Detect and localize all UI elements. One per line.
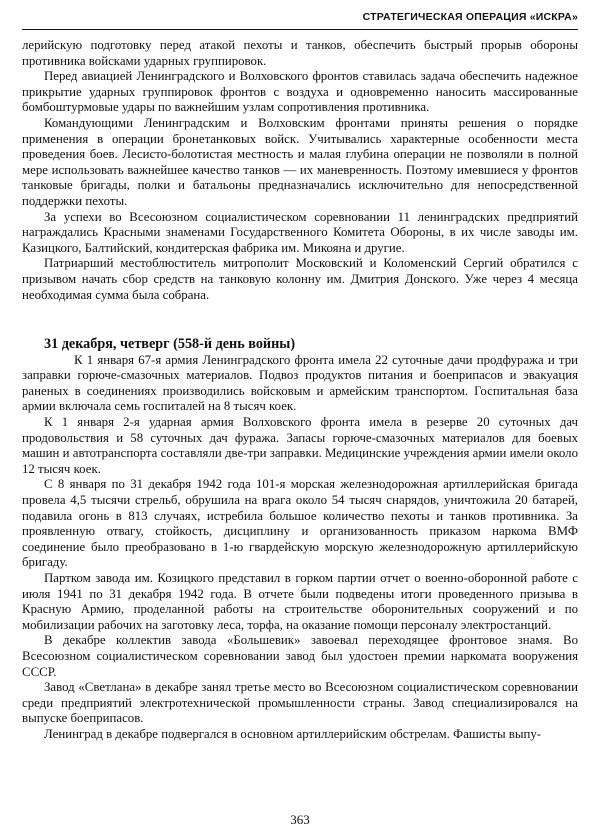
section-spacer [22,303,578,337]
page-body [22,38,578,743]
paragraph: Патриарший местоблюститель митрополит Московский и Коломенский Сергий обратился с призывом начать сбор средств на танковую колонну им. Дмитрия Донского. Уже через 4 месяца необходимая сумма была собрана. [22,256,578,302]
paragraph: Командующими Ленинградским и Волховским фронтами приняты решения о порядке применения в операции бронетанковых войск. Учитывались характерные особенности места проведения боев. Лесисто-болотистая местность и малая глубина операции не позволяли в полной мере использовать важнейшее качество танков — их маневренность. Поэтому имевшиеся у фронтов танковые бригады, полки и батальоны предназначались исключительно для непосредственной поддержки пехоты. [22,115,578,208]
paragraph: С 8 января по 31 декабря 1942 года 101-я морская железнодорожная артиллерийская бригада провела 4,5 тысячи стрельб, обрушила на врага около 54 тысяч снарядов, уничтожила 20 батарей, подавила огонь в 813 случаях, истребила большое количество пехоты и танков противника. За проявленную отвагу, стойкость, дисциплину и организованность приказом наркома ВМФ соединение было преобразовано в 1-ю гвардейскую морскую железнодорожную артиллерийскую бригаду. [22,477,578,570]
paragraph: К 1 января 67-я армия Ленинградского фронта имела 22 суточные дачи продфуража и три заправки горюче-смазочных материалов. Подвоз продуктов питания и боеприпасов и эвакуация раненых в соединениях производились войсковым и армейским транспортом. Госпитальная база армии включала семь госпиталей на 8 тысяч коек. [22,352,578,414]
paragraph: лерийскую подготовку перед атакой пехоты и танков, обеспечить быстрый прорыв обороны противника войсками ударных группировок. [22,38,578,68]
paragraph: К 1 января 2-я ударная армия Волховского фронта имела в резерве 20 суточных дач продовольствия и 58 суточных дач фуража. Запасы горюче-смазочных материалов для боевых машин и автотранспорта составляли две-три заправки. Медицинские учреждения армии имели около 12 тысяч коек. [22,415,578,476]
paragraph: Партком завода им. Козицкого представил в горком партии отчет о военно-оборонной работе с июля 1941 по 31 декабря 1942 года. В отчете были подведены итоги проведенного призыва в Красную Армию, проделанной работы на строительстве оборонительных сооружений и по мобилизации рабочих на заготовку леса, торфа, на оказание помощи персоналу электростанций. [22,571,578,632]
paragraph: Перед авиацией Ленинградского и Волховского фронтов ставилась задача обеспечить надежное прикрытие ударных группировок фронтов с воздуха и одновременно наносить массированные бомбоштурмовые удары по важнейшим узлам сопротивления противника. [22,69,578,115]
paragraph: В декабре коллектив завода «Большевик» завоевал переходящее фронтовое знамя. Во Всесоюзном социалистическом соревновании завод был удостоен премии наркомата вооружения СССР. [22,633,578,679]
section-heading: 31 декабря, четверг (558-й день войны) [44,336,296,353]
header-rule [22,29,578,30]
page-number: 363 [290,812,310,827]
running-head: СТРАТЕГИЧЕСКАЯ ОПЕРАЦИЯ «ИСКРА» [362,11,578,23]
paragraph: Ленинград в декабре подвергался в основном артиллерийским обстрелам. Фашисты выпу- [44,726,542,741]
paragraph: За успехи во Всесоюзном социалистическом соревновании 11 ленинградских предприятий награждались Красными знаменами Государственного Комитета Обороны, в их числе заводы им. Казицкого, Балтийский, кондитерская фабрика им. Микояна и другие. [22,209,578,255]
paragraph: Завод «Светлана» в декабре занял третье место во Всесоюзном социалистическом соревновании среди предприятий электротехнической промышленности страны. Завод специализировался на выпуске боеприпасов. [22,680,578,726]
